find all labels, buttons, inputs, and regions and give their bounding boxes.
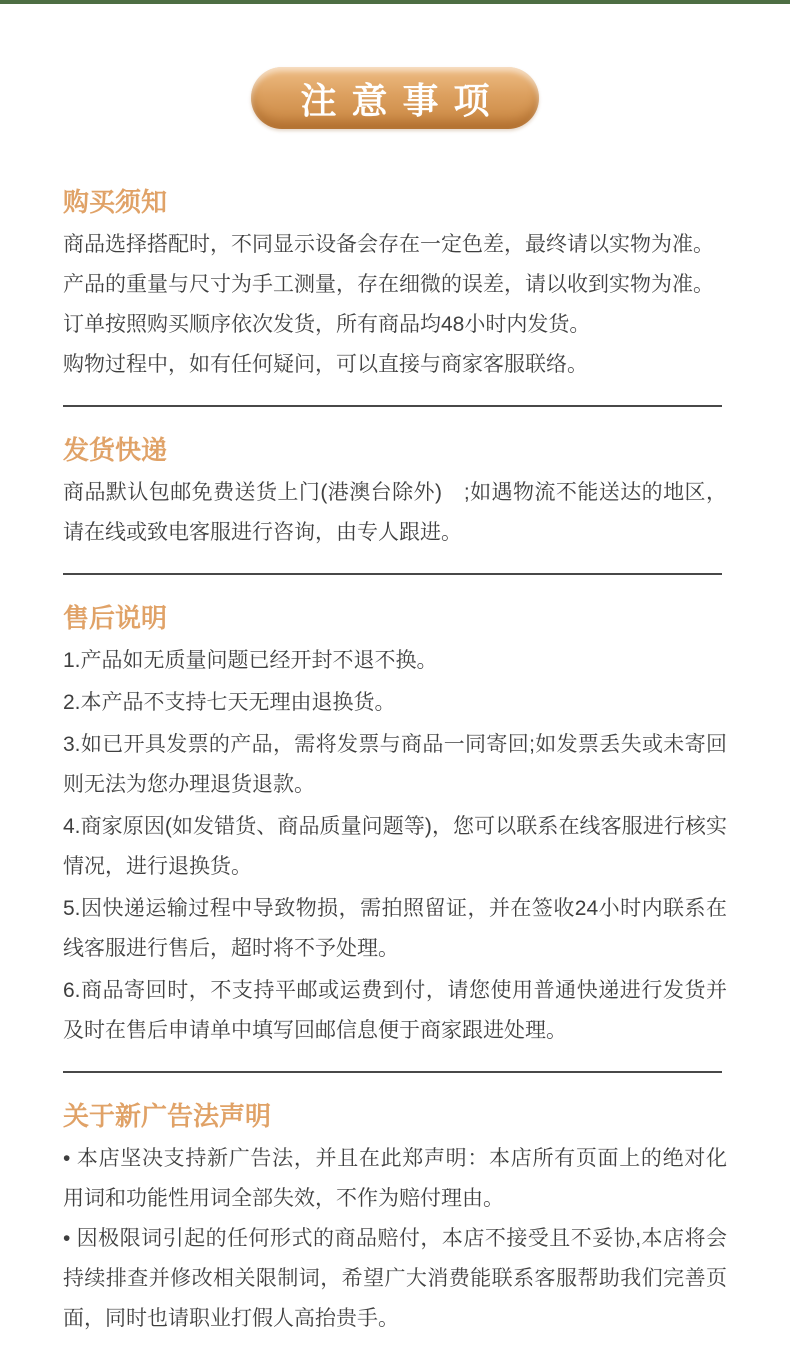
- notice-paragraph: 订单按照购买顺序依次发货，所有商品均48小时内发货。: [63, 313, 591, 336]
- notice-paragraph: 购物过程中，如有任何疑问，可以直接与商家客服联络。: [63, 353, 588, 376]
- notice-paragraph: 5.因快递运输过程中导致物损，需拍照留证，并在签收24小时内联系在线客服进行售后，超时将不予处理。: [63, 897, 727, 960]
- notice-title-label: 注意事项: [300, 79, 505, 121]
- top-accent-bar: [0, 0, 790, 4]
- notice-paragraph: 商品选择搭配时，不同显示设备会存在一定色差，最终请以实物为准。: [63, 233, 714, 256]
- section-divider: [63, 405, 722, 407]
- section-divider: [63, 573, 722, 575]
- section-after-sales: [63, 605, 727, 1051]
- notice-paragraph: • 因极限词引起的任何形式的商品赔付，本店不接受且不妥协,本店将会持续排查并修改相关限制词，希望广大消费能联系客服帮助我们完善页面，同时也请职业打假人高抬贵手。: [63, 1227, 727, 1330]
- section-shipping: [63, 437, 727, 553]
- notice-title-badge: [251, 67, 539, 129]
- notice-paragraph: • 本店坚决支持新广告法，并且在此郑声明：本店所有页面上的绝对化用词和功能性用词全部失效，不作为赔付理由。: [63, 1147, 727, 1210]
- notice-paragraph: 产品的重量与尺寸为手工测量，存在细微的误差，请以收到实物为准。: [63, 273, 714, 296]
- notice-paragraph: 3.如已开具发票的产品，需将发票与商品一同寄回;如发票丢失或未寄回则无法为您办理退货退款。: [63, 733, 727, 796]
- after-sales-heading: 售后说明: [63, 603, 168, 633]
- shipping-heading: 发货快递: [63, 435, 168, 465]
- section-ad-law-statement: [63, 1103, 727, 1339]
- purchase-notes-heading: 购买须知: [63, 187, 168, 217]
- section-purchase-notes: [63, 189, 727, 385]
- notice-paragraph: 2.本产品不支持七天无理由退换货。: [63, 691, 396, 714]
- notice-paragraph: 商品默认包邮免费送货上门(港澳台除外) ;如遇物流不能送达的地区，请在线或致电客服进行咨询，由专人跟进。: [63, 481, 727, 544]
- section-divider: [63, 1071, 722, 1073]
- notice-paragraph: 4.商家原因(如发错货、商品质量问题等)，您可以联系在线客服进行核实情况，进行退换货。: [63, 815, 727, 878]
- notice-paragraph: 1.产品如无质量问题已经开封不退不换。: [63, 649, 438, 672]
- notice-paragraph: 6.商品寄回时，不支持平邮或运费到付，请您使用普通快递进行发货并及时在售后申请单中填写回邮信息便于商家跟进处理。: [63, 979, 727, 1042]
- ad-law-heading: 关于新广告法声明: [63, 1101, 272, 1131]
- notice-content: [0, 189, 790, 1339]
